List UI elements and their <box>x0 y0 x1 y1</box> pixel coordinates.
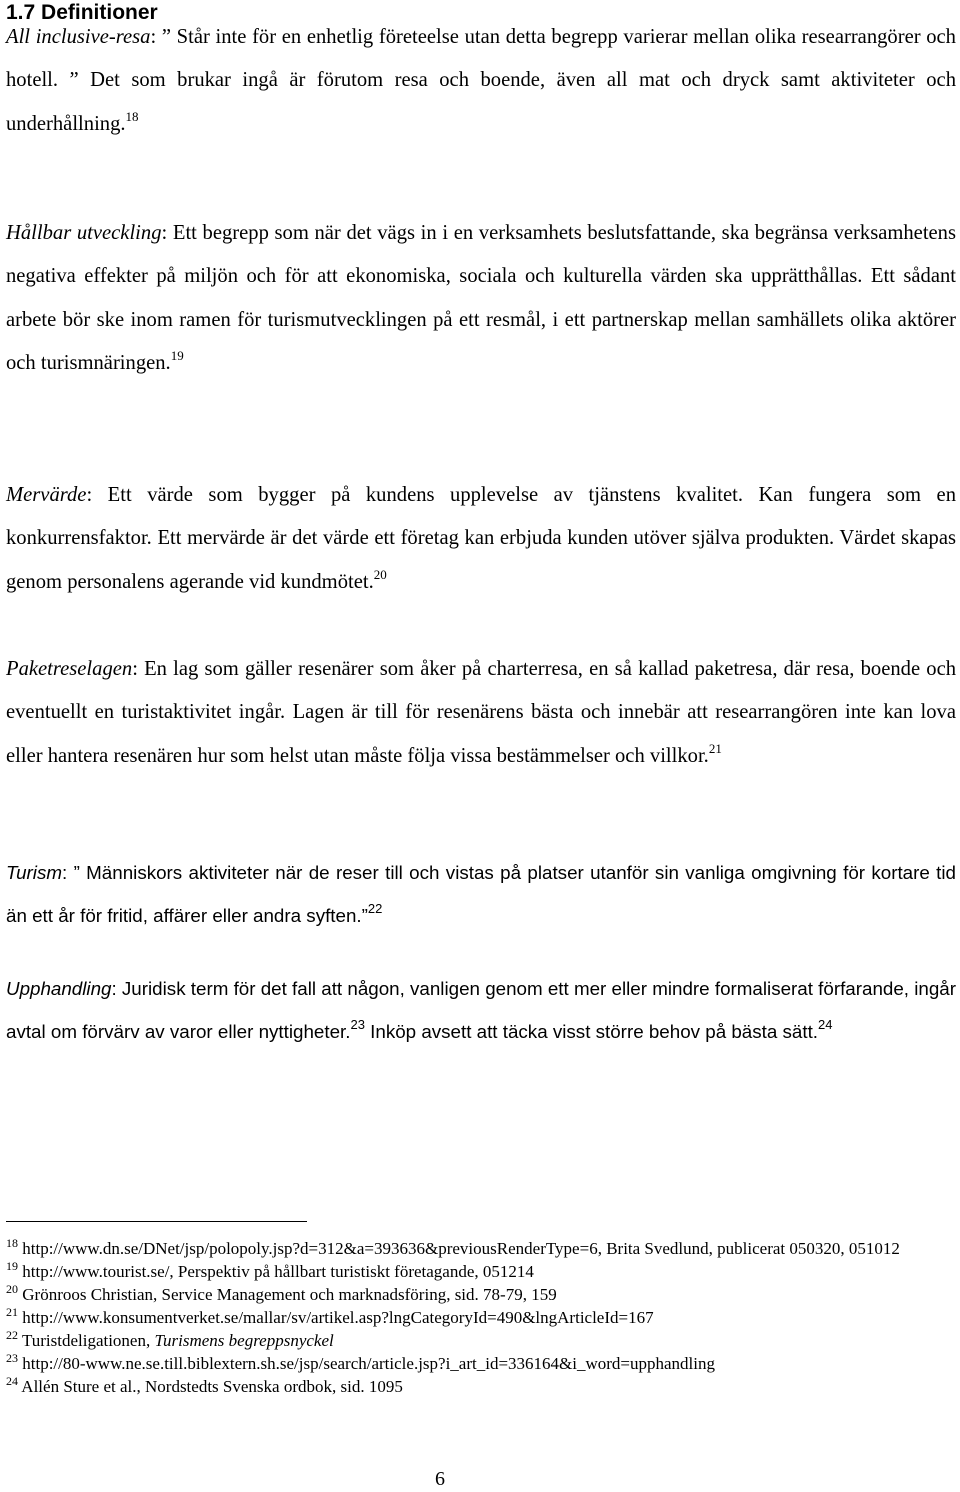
page-number: 6 <box>435 1468 445 1490</box>
definition-text: : Ett begrepp som när det vägs in i en verksamhets beslutsfattande, ska begränsa verksamhetens negativa effekter på miljön och för att ekonomiska, sociala och kulturella värden ska upprätthållas. Ett sådant arbete bör ske inom ramen för turismutvecklingen på ett resmål, i ett partnerskap mellan samhällets olika aktörer och turismnäringen. <box>6 222 956 375</box>
footnote-separator <box>6 1221 307 1222</box>
definition-term: Hållbar utveckling <box>6 222 162 244</box>
definition-turism <box>6 851 956 938</box>
footnote-text: Allén Sture et al., Nordstedts Svenska ordbok, sid. 1095 <box>18 1377 403 1396</box>
section-heading: 1.7 Definitioner <box>6 1 158 24</box>
definition-text: : Ett värde som bygger på kundens upplevelse av tjänstens kvalitet. Kan fungera som en konkurrensfaktor. Ett mervärde är det värde ett företag kan erbjuda kunden utöver själva produkten. Värdet skapas genom personalens agerande vid kundmötet. <box>6 484 956 593</box>
footnote-item <box>6 1375 956 1398</box>
footnote-item <box>6 1260 956 1283</box>
footnote-text: http://www.dn.se/DNet/jsp/polopoly.jsp?d=312&a=393636&previousRenderType=6, Brita Svedlund, publicerat 050320, 051012 <box>18 1239 900 1258</box>
footnote-text: http://www.tourist.se/, Perspektiv på hållbart turistiskt företagande, 051214 <box>18 1262 534 1281</box>
footnote-text: http://www.konsumentverket.se/mallar/sv/artikel.asp?lngCategoryId=490&lngArticleId=167 <box>18 1308 654 1327</box>
footnote-number: 22 <box>6 1328 18 1342</box>
definition-text: Inköp avsett att täcka visst större behov på bästa sätt. <box>364 1021 819 1043</box>
footnote-text: Turistdeligationen, <box>18 1331 155 1350</box>
definition-text: : En lag som gäller resenärer som åker på charterresa, en så kallad paketresa, där resa, boende och eventuellt en turistaktivitet ingår. Lagen är till för resenärens bästa och innebär att researrangören inte kan lova eller hantera resenären hur som helst utan måste följa vissa bestämmelser och villkor. <box>6 658 956 767</box>
footnote-number: 19 <box>6 1259 18 1273</box>
definition-term: All inclusive-resa <box>6 26 151 48</box>
footnote-ref: 19 <box>170 348 184 364</box>
footnote-item <box>6 1352 956 1375</box>
definition-mervarde <box>6 474 956 604</box>
definition-text: : Juridisk term för det fall att någon, vanligen genom ett mer eller mindre formaliserat förfarande, ingår avtal om förvärv av varor eller nyttigheter. <box>6 978 956 1043</box>
footnote-ref: 24 <box>818 1017 833 1033</box>
footnote-item <box>6 1306 956 1329</box>
footnote-number: 23 <box>6 1351 18 1365</box>
footnote-ref: 20 <box>373 566 387 582</box>
footnote-item <box>6 1237 956 1260</box>
footnote-text: Grönroos Christian, Service Management och marknadsföring, sid. 78-79, 159 <box>18 1285 557 1304</box>
definition-text: : ” Människors aktiviteter när de reser till och vistas på platser utanför sin vanliga omgivning för kortare tid än ett år för fritid, affärer eller andra syften.” <box>6 862 956 927</box>
footnote-number: 18 <box>6 1236 18 1250</box>
footnote-number: 20 <box>6 1282 18 1296</box>
footnote-text: http://80-www.ne.se.till.biblextern.sh.se/jsp/search/article.jsp?i_art_id=336164&i_word=upphandling <box>18 1354 715 1373</box>
definition-text: : ” Står inte för en enhetlig företeelse utan detta begrepp varierar mellan olika researrangörer och hotell. ” Det som brukar ingå är förutom resa och boende, även all mat och dryck samt aktiviteter och underhållning. <box>6 26 956 135</box>
footnote-ref: 23 <box>350 1017 365 1033</box>
definition-paketreselagen <box>6 648 956 778</box>
footnote-item <box>6 1329 956 1352</box>
definition-upphandling <box>6 967 956 1054</box>
definition-term: Mervärde <box>6 484 87 506</box>
footnote-item <box>6 1283 956 1306</box>
definition-term: Upphandling <box>6 978 112 999</box>
footnote-ref: 18 <box>125 108 139 124</box>
definition-term: Turism <box>6 862 62 883</box>
definition-term: Paketreselagen <box>6 658 133 680</box>
definition-hallbar-utveckling <box>6 212 956 386</box>
footnote-list <box>6 1237 956 1398</box>
footnote-ref: 21 <box>708 740 722 756</box>
footnote-number: 21 <box>6 1305 18 1319</box>
definition-all-inclusive <box>6 16 956 146</box>
footnote-italic-title: Turismens begreppsnyckel <box>154 1331 334 1350</box>
footnote-number: 24 <box>6 1374 18 1388</box>
footnote-ref: 22 <box>367 901 383 917</box>
